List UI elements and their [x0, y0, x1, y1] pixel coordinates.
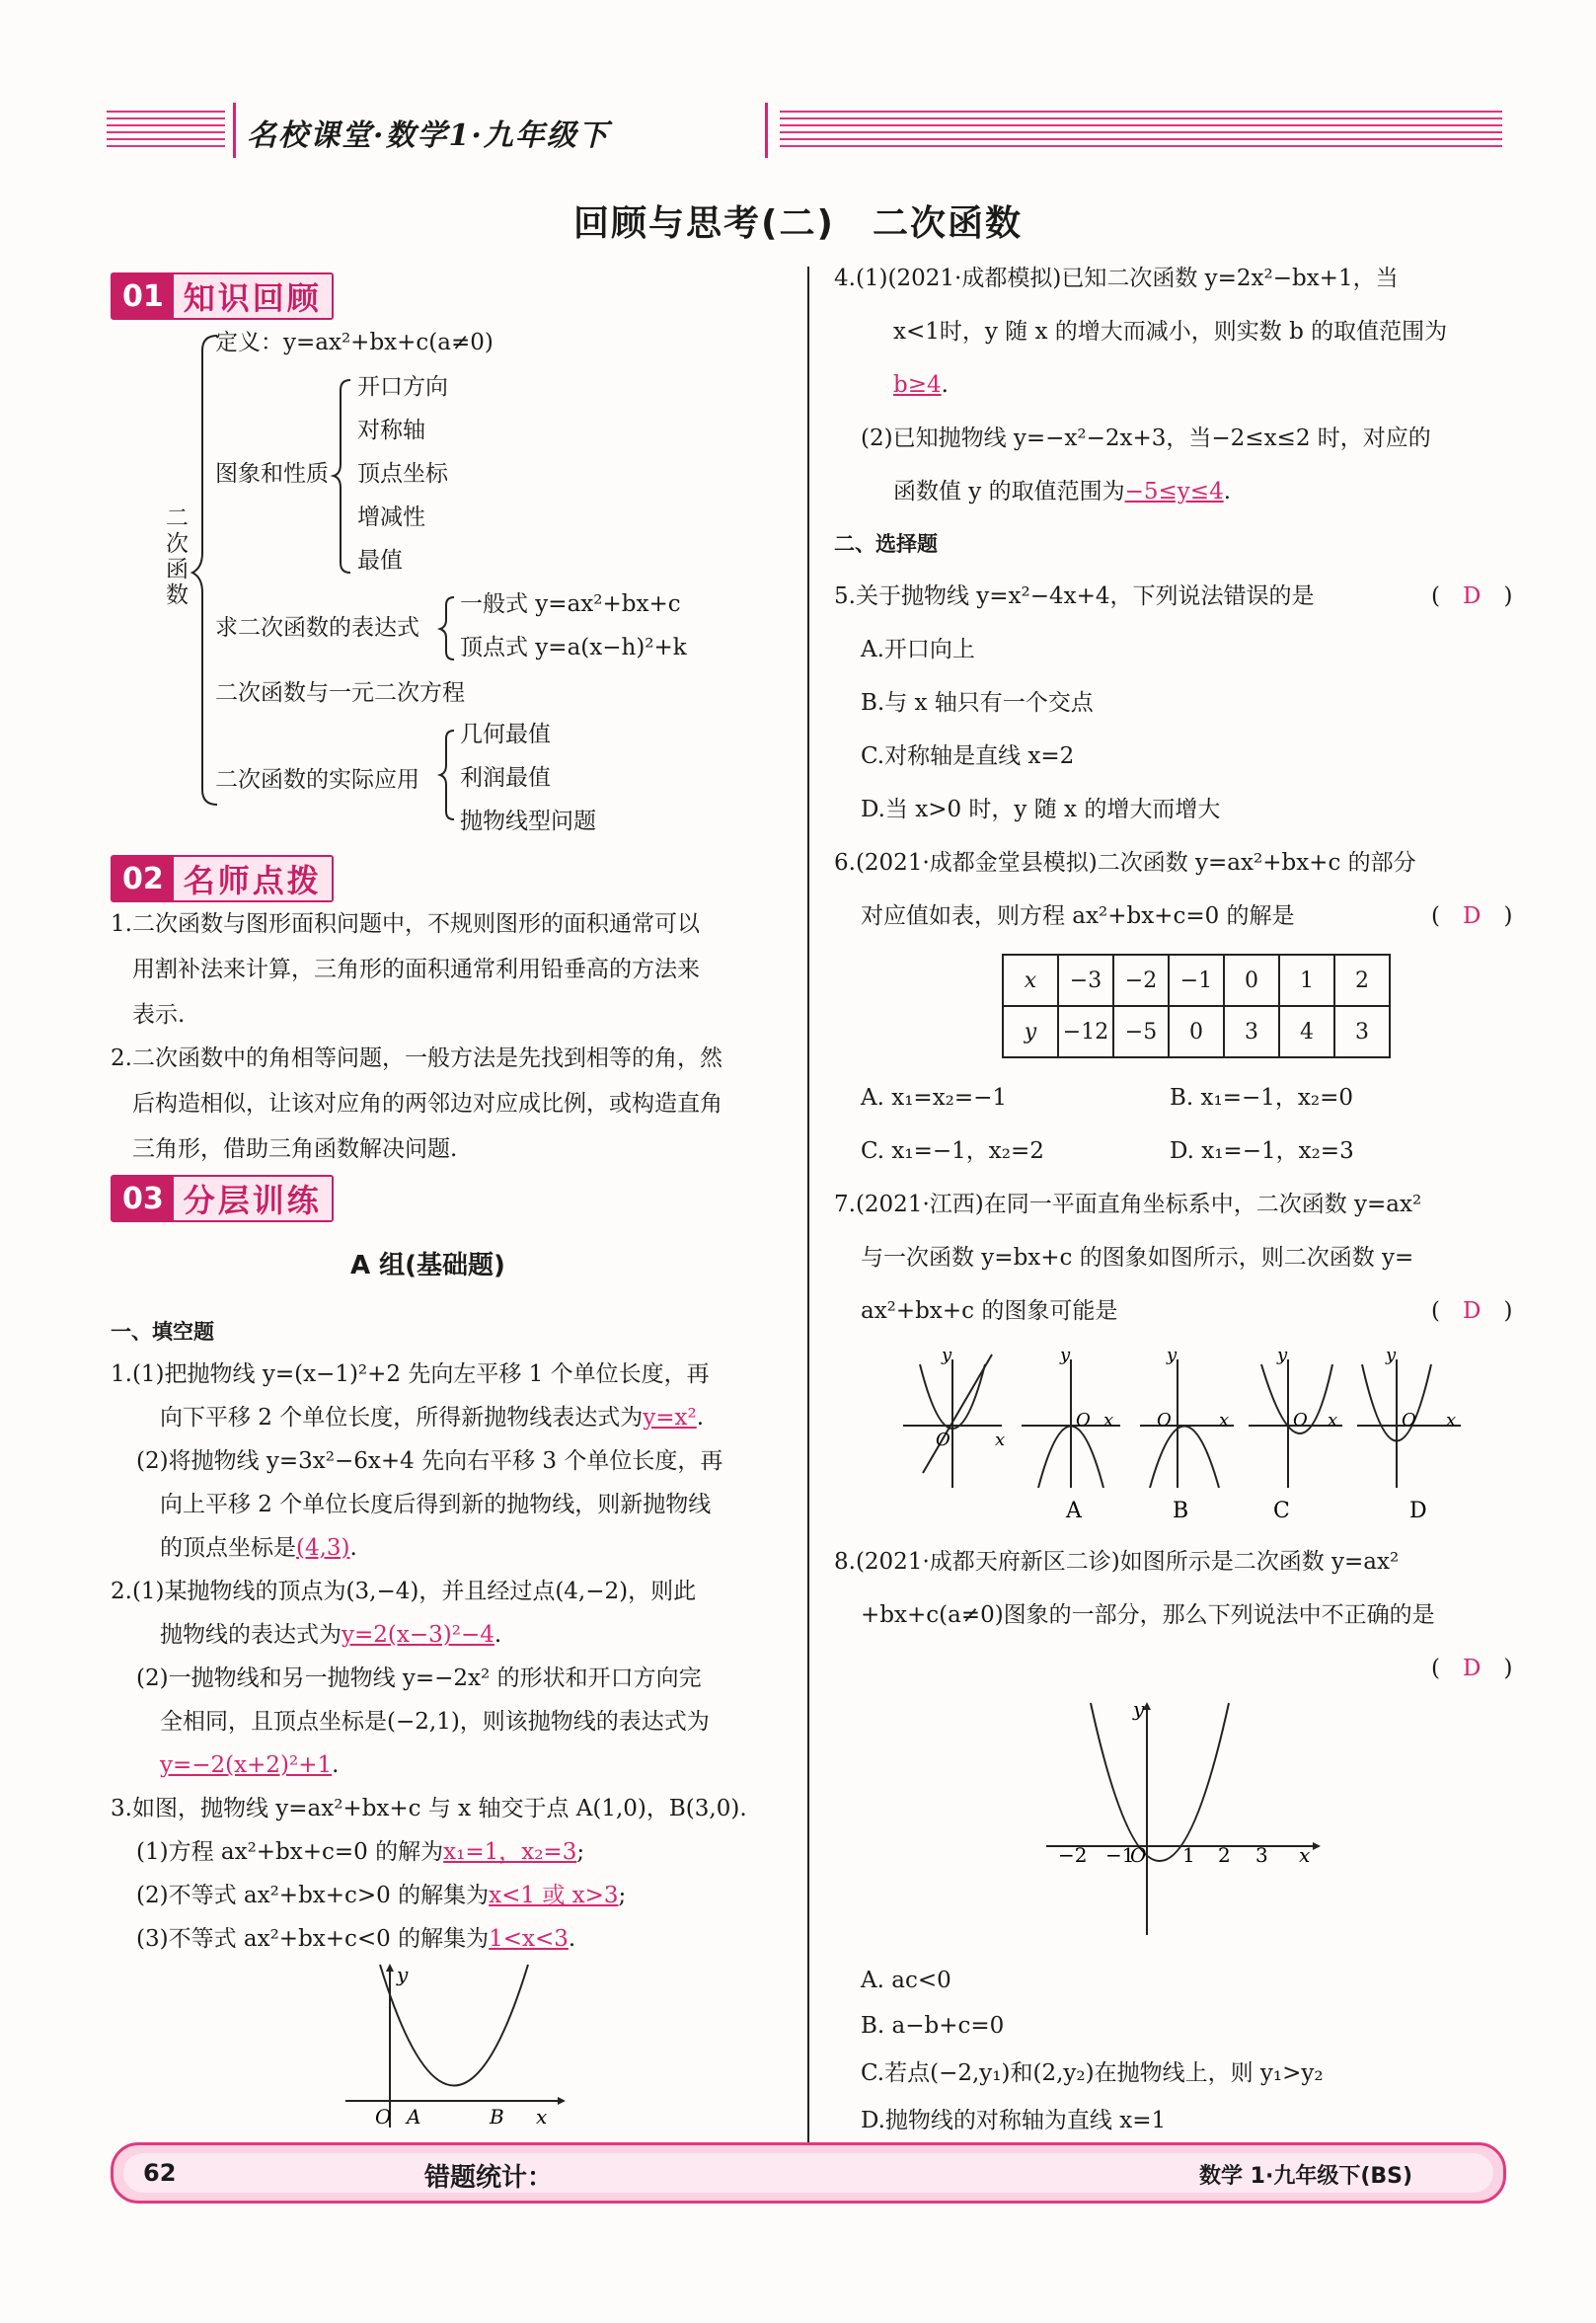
- table-cell: −2: [1113, 955, 1169, 1006]
- q6-answer-box: ( D ): [1431, 903, 1513, 929]
- section-label: 分层训练: [174, 1177, 332, 1220]
- header-stripes-left: [107, 111, 225, 152]
- q7-label: D: [1409, 1499, 1427, 1522]
- table-cell: y: [1003, 1006, 1058, 1057]
- section-label: 知识回顾: [174, 274, 332, 318]
- table-cell: x: [1003, 955, 1058, 1006]
- table-row: [1003, 955, 1390, 1006]
- svg-text:O: O: [1076, 1410, 1091, 1431]
- q8-option: A. ac<0: [861, 1968, 951, 1993]
- mindmap-prop: 最值: [357, 548, 403, 574]
- svg-text:x: x: [1446, 1410, 1457, 1431]
- svg-text:x: x: [1328, 1410, 1338, 1431]
- header-bar-right: [765, 103, 768, 158]
- q5-answer: D: [1462, 583, 1482, 609]
- choice-heading: 二、选择题: [834, 532, 938, 556]
- svg-text:y: y: [1060, 1345, 1071, 1365]
- mindmap-prop: 对称轴: [357, 418, 425, 443]
- q7-label: C: [1273, 1499, 1290, 1522]
- q1-line: 向下平移 2 个单位长度，所得新抛物线表达式为y=x².: [160, 1405, 705, 1431]
- q2-text: 抛物线的表达式为: [160, 1622, 342, 1648]
- q5-answer-box: ( D ): [1431, 583, 1513, 609]
- tip-line: 表示.: [132, 1002, 186, 1028]
- q3-part: (1)方程 ax²+bx+c=0 的解为x₁=1，x₂=3;: [136, 1839, 585, 1865]
- mindmap-expr: 一般式 y=ax²+bx+c: [460, 591, 681, 617]
- q3-text: (1)方程 ax²+bx+c=0 的解为: [136, 1839, 444, 1865]
- q6-option: B. x₁=−1，x₂=0: [1170, 1085, 1353, 1111]
- table-cell: 3: [1224, 1006, 1279, 1057]
- q6-stem: 对应值如表，则方程 ax²+bx+c=0 的解是: [861, 903, 1295, 929]
- svg-text:y: y: [1277, 1345, 1288, 1365]
- q6-option: A. x₁=x₂=−1: [861, 1085, 1008, 1111]
- q8-tick: −2: [1058, 1843, 1088, 1867]
- table-cell: −12: [1058, 1006, 1113, 1057]
- q5-option: D.当 x>0 时，y 随 x 的增大而增大: [861, 797, 1221, 822]
- mindmap-expr-label: 求二次函数的表达式: [215, 615, 419, 641]
- q8-stem: 8.(2021·成都天府新区二诊)如图所示是二次函数 y=ax²: [834, 1549, 1400, 1575]
- q2-line: 全相同，且顶点坐标是(−2,1)，则该抛物线的表达式为: [160, 1709, 710, 1735]
- q4-line: 函数值 y 的取值范围为−5≤y≤4.: [893, 479, 1232, 504]
- q3-part: (2)不等式 ax²+bx+c>0 的解集为x<1 或 x>3;: [136, 1883, 627, 1908]
- table-cell: 2: [1334, 955, 1390, 1006]
- q3-answer: x<1 或 x>3: [489, 1883, 619, 1908]
- q8-x-label: x: [1299, 1843, 1311, 1867]
- q1-line: 的顶点坐标是(4,3).: [160, 1535, 357, 1561]
- section-number: 02: [113, 857, 174, 900]
- q1-line: 1.(1)把抛物线 y=(x−1)²+2 先向左平移 1 个单位长度，再: [111, 1361, 710, 1387]
- q1-line: 向上平移 2 个单位长度后得到新的抛物线，则新抛物线: [160, 1492, 712, 1517]
- table-cell: −5: [1113, 1006, 1169, 1057]
- q4-line: 4.(1)(2021·成都模拟)已知二次函数 y=2x²−bx+1，当: [834, 266, 1399, 291]
- q6-value-table: [1002, 954, 1391, 1058]
- q7-label: B: [1173, 1499, 1189, 1522]
- header-title: 名校课堂·数学1·九年级下: [247, 118, 610, 153]
- mindmap-prop: 增减性: [357, 504, 425, 530]
- q3-answer: 1<x<3: [489, 1926, 569, 1952]
- q8-option: C.若点(−2,y₁)和(2,y₂)在抛物线上，则 y₁>y₂: [861, 2060, 1324, 2086]
- q8-y-label: y: [1133, 1698, 1145, 1721]
- mindmap-props-label: 图象和性质: [215, 461, 329, 487]
- q4-answer: b≥4: [893, 372, 942, 398]
- q7-graphs: [898, 1345, 1471, 1522]
- section-label: 名师点拨: [174, 857, 332, 900]
- q3-text: (2)不等式 ax²+bx+c>0 的解集为: [136, 1883, 490, 1908]
- q7-answer: D: [1462, 1298, 1482, 1324]
- section-number: 01: [113, 274, 174, 318]
- q4-answer: −5≤y≤4: [1124, 479, 1224, 504]
- q3-origin-label: O: [375, 2105, 392, 2129]
- section-knowledge-review: [111, 272, 334, 320]
- q6-answer: D: [1462, 903, 1482, 929]
- svg-text:O: O: [1157, 1410, 1172, 1431]
- table-row: [1003, 1006, 1390, 1057]
- mindmap-equation: 二次函数与一元二次方程: [215, 680, 465, 706]
- tip-line: 2.二次函数中的角相等问题，一般方法是先找到相等的角，然: [111, 1045, 722, 1071]
- q3-x-label: x: [536, 2105, 548, 2129]
- q5-stem: 5.关于抛物线 y=x²−4x+4，下列说法错误的是: [834, 583, 1315, 609]
- q8-stem: +bx+c(a≠0)图象的一部分，那么下列说法中不正确的是: [861, 1602, 1435, 1628]
- q8-tick: −1: [1105, 1843, 1135, 1867]
- q3-text: (3)不等式 ax²+bx+c<0 的解集为: [136, 1926, 490, 1952]
- fill-heading: 一、填空题: [111, 1320, 214, 1344]
- q7-option-d-graph: [1357, 1345, 1461, 1522]
- table-cell: −1: [1169, 955, 1224, 1006]
- q8-tick: 1: [1182, 1843, 1195, 1867]
- section-number: 03: [113, 1177, 174, 1220]
- q5-option: A.开口向上: [861, 637, 975, 662]
- q8-answer-box: ( D ): [1431, 1656, 1513, 1681]
- q8-tick: 2: [1218, 1843, 1231, 1867]
- q7-stem: ax²+bx+c 的图象可能是: [861, 1298, 1118, 1324]
- q6-option: C. x₁=−1，x₂=2: [861, 1138, 1044, 1164]
- q1-answer: y=x²: [643, 1405, 697, 1431]
- q5-option: B.与 x 轴只有一个交点: [861, 690, 1094, 716]
- header-stripes-right: [780, 111, 1502, 152]
- q3-part: (3)不等式 ax²+bx+c<0 的解集为1<x<3.: [136, 1926, 576, 1952]
- mindmap-app: 抛物线型问题: [460, 809, 596, 834]
- column-divider: [807, 267, 809, 2162]
- tip-line: 1.二次函数与图形面积问题中，不规则图形的面积通常可以: [111, 911, 700, 937]
- table-cell: 0: [1224, 955, 1279, 1006]
- q4-line: (2)已知抛物线 y=−x²−2x+3，当−2≤x≤2 时，对应的: [861, 426, 1431, 451]
- svg-text:y: y: [1167, 1345, 1178, 1365]
- book-label: 数学 1·九年级下(BS): [1199, 2164, 1413, 2189]
- q7-given-graph: [903, 1345, 1005, 1488]
- q3-point-a-label: A: [407, 2105, 421, 2129]
- q7-option-c-graph: [1249, 1345, 1342, 1522]
- mindmap-app: 几何最值: [460, 722, 551, 747]
- q3-y-label: y: [397, 1963, 409, 1986]
- q2-answer: y=−2(x+2)²+1: [160, 1752, 333, 1778]
- q4-text: 函数值 y 的取值范围为: [893, 479, 1125, 504]
- svg-text:O: O: [1402, 1410, 1416, 1431]
- section-teacher-tips: [111, 855, 334, 902]
- tip-line: 后构造相似，让该对应角的两邻边对应成比例，或构造直角: [132, 1091, 722, 1117]
- q7-option-a-graph: [1022, 1345, 1120, 1522]
- q7-option-b-graph: [1140, 1345, 1234, 1522]
- page-number: 62: [143, 2159, 177, 2187]
- q4-line: b≥4.: [893, 372, 949, 398]
- tip-line: 用割补法来计算，三角形的面积通常利用铅垂高的方法来: [132, 957, 700, 982]
- q3-stem: 3.如图，抛物线 y=ax²+bx+c 与 x 轴交于点 A(1,0)，B(3,0).: [111, 1796, 747, 1821]
- q2-line: (2)一抛物线和另一抛物线 y=−2x² 的形状和开口方向完: [136, 1665, 702, 1691]
- q3-graph: [336, 1960, 572, 2132]
- q4-line: x<1时，y 随 x 的增大而减小，则实数 b 的取值范围为: [893, 319, 1448, 345]
- q8-answer: D: [1462, 1656, 1482, 1681]
- mistake-stats-label: 错题统计：: [424, 2163, 554, 2193]
- tip-line: 三角形，借助三角函数解决问题.: [132, 1136, 458, 1162]
- group-a-title: A 组(基础题): [350, 1251, 505, 1280]
- q6-option: D. x₁=−1，x₂=3: [1170, 1138, 1354, 1164]
- svg-text:x: x: [995, 1430, 1006, 1450]
- q1-line: (2)将抛物线 y=3x²−6x+4 先向右平移 3 个单位长度，再: [136, 1448, 723, 1474]
- q7-label: A: [1066, 1499, 1082, 1522]
- q2-answer: y=2(x−3)²−4: [342, 1622, 494, 1648]
- q7-answer-box: ( D ): [1431, 1298, 1513, 1324]
- table-cell: 3: [1334, 1006, 1390, 1057]
- mindmap-prop: 开口方向: [357, 374, 448, 400]
- section-layered-training: [111, 1175, 334, 1222]
- header-bar: [233, 103, 236, 158]
- q6-stem: 6.(2021·成都金堂县模拟)二次函数 y=ax²+bx+c 的部分: [834, 850, 1416, 876]
- mindmap-definition: 定义：y=ax²+bx+c(a≠0): [215, 330, 494, 355]
- mindmap-app: 利润最值: [460, 765, 551, 791]
- svg-text:y: y: [1386, 1345, 1397, 1365]
- mindmap-apps-label: 二次函数的实际应用: [215, 767, 419, 793]
- q7-stem: 与一次函数 y=bx+c 的图象如图所示，则二次函数 y=: [861, 1245, 1414, 1271]
- q3-point-b-label: B: [490, 2105, 504, 2129]
- q1-text: 的顶点坐标是: [160, 1535, 296, 1561]
- q8-option: B. a−b+c=0: [861, 2013, 1005, 2039]
- q3-answer: x₁=1，x₂=3: [443, 1839, 577, 1865]
- table-cell: 4: [1279, 1006, 1334, 1057]
- svg-text:x: x: [1103, 1410, 1114, 1431]
- q1-text: 向下平移 2 个单位长度，所得新抛物线表达式为: [160, 1405, 644, 1431]
- q1-answer: (4,3): [296, 1535, 350, 1561]
- table-cell: −3: [1058, 955, 1113, 1006]
- q2-line: 2.(1)某抛物线的顶点为(3,−4)，并且经过点(4,−2)，则此: [111, 1579, 697, 1604]
- mindmap-expr: 顶点式 y=a(x−h)²+k: [460, 635, 687, 660]
- svg-text:x: x: [1219, 1410, 1230, 1431]
- q5-option: C.对称轴是直线 x=2: [861, 743, 1075, 769]
- q8-tick: O: [1130, 1843, 1147, 1867]
- mindmap-prop: 顶点坐标: [357, 461, 448, 487]
- table-cell: 0: [1169, 1006, 1224, 1057]
- table-cell: 1: [1279, 955, 1334, 1006]
- svg-text:y: y: [942, 1345, 952, 1365]
- q2-line: y=−2(x+2)²+1.: [160, 1752, 340, 1778]
- q8-tick: 3: [1255, 1843, 1268, 1867]
- svg-text:O: O: [1293, 1410, 1308, 1431]
- q8-option-last: D.抛物线的对称轴为直线 x=1: [861, 2108, 1167, 2133]
- svg-text:O: O: [936, 1430, 950, 1450]
- footer-bar: [111, 2142, 1506, 2204]
- page-title: 回顾与思考(二) 二次函数: [573, 203, 1023, 244]
- q8-graph: [1036, 1698, 1332, 1945]
- mindmap-root: 二次函数: [166, 505, 189, 608]
- q7-stem: 7.(2021·江西)在同一平面直角坐标系中，二次函数 y=ax²: [834, 1192, 1422, 1217]
- q2-line: 抛物线的表达式为y=2(x−3)²−4.: [160, 1622, 502, 1648]
